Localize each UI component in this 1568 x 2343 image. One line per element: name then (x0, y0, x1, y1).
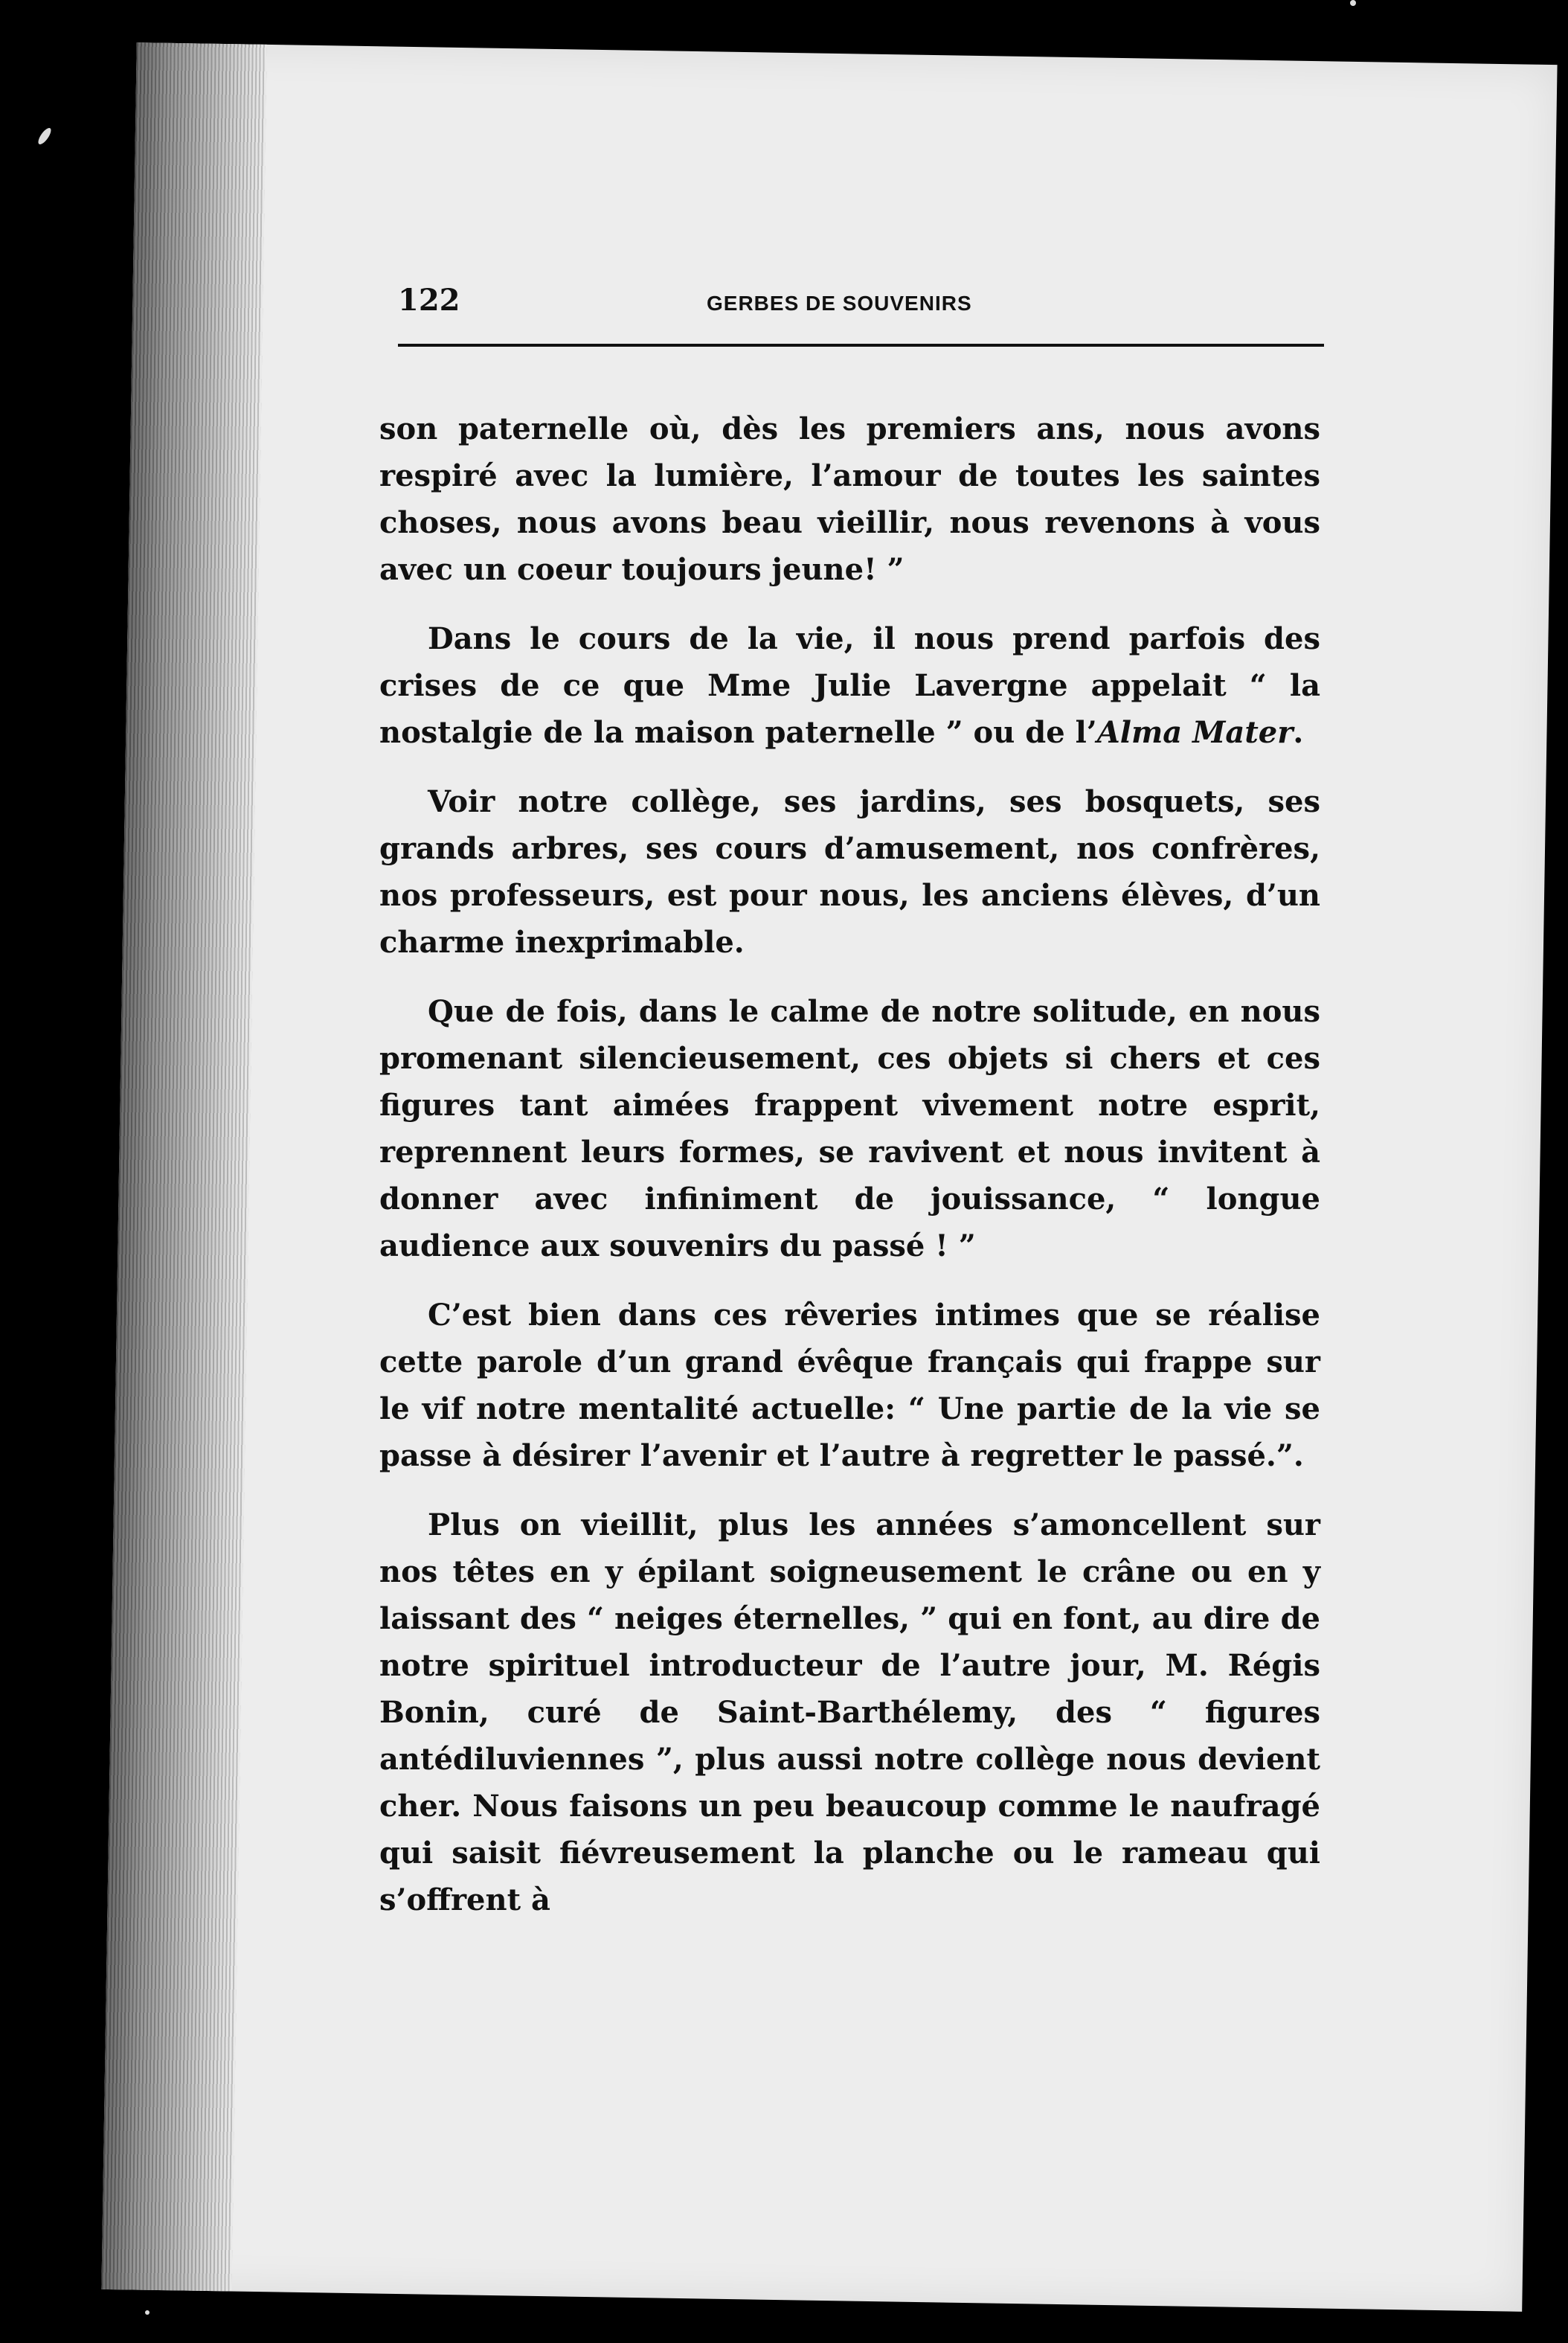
page-number: 122 (398, 283, 460, 318)
paragraph-3: Voir notre collège, ses jardins, ses bosquets, ses grands arbres, ses cours d’amusement, nos confrères, nos professeurs, est pour nous, les anciens élèves, d’un charme inexprimable. (379, 784, 1320, 960)
paragraph-2-end: . (1293, 715, 1304, 750)
header-rule (398, 344, 1324, 347)
book-fore-edge (101, 42, 266, 2291)
body-text (379, 406, 1320, 1946)
paragraph-1: son paternelle où, dès les premiers ans, nous avons respiré avec la lumière, l’amour de toutes les saintes choses, nous avons beau vieillir, nous revenons à vous avec un coeur toujours jeune! ” (379, 411, 1320, 587)
running-title: GERBES DE SOUVENIRS (707, 292, 972, 315)
page-header (398, 283, 1320, 327)
paragraph-2-text: Dans le cours de la vie, il nous prend parfois des crises de ce que Mme Julie Lavergne appelait “ la nostalgie de la maison paternelle ” ou de l’ (379, 621, 1320, 750)
paragraph-4: Que de fois, dans le calme de notre solitude, en nous promenant silencieusement, ces objets si chers et ces figures tant aimées frappent vivement notre esprit, reprennent leurs formes, se ravivent et nous invitent à donner avec infiniment de jouissance, “ longue audience aux souvenirs du passé ! ” (379, 994, 1320, 1263)
paragraph-6: Plus on vieillit, plus les années s’amoncellent sur nos têtes en y épilant soigneusement le crâne ou en y laissant des “ neiges éternelles, ” qui en font, au dire de notre spirituel introducteur de l’autre jour, M. Régis Bonin, curé de Saint-Barthélemy, des “ figures antédiluviennes ”, plus aussi notre collège nous devient cher. Nous faisons un peu beaucoup comme le naufragé qui saisit fiévreusement la planche ou le rameau qui s’offrent à (379, 1507, 1320, 1917)
alma-mater-italic: Alma Mater (1096, 715, 1294, 750)
paragraph-5: C’est bien dans ces rêveries intimes que se réalise cette parole d’un grand évêque français qui frappe sur le vif notre mentalité actuelle: “ Une partie de la vie se passe à désirer l’avenir et l’autre à regretter le passé.”. (379, 1298, 1320, 1473)
paragraph-2 (379, 615, 1320, 756)
